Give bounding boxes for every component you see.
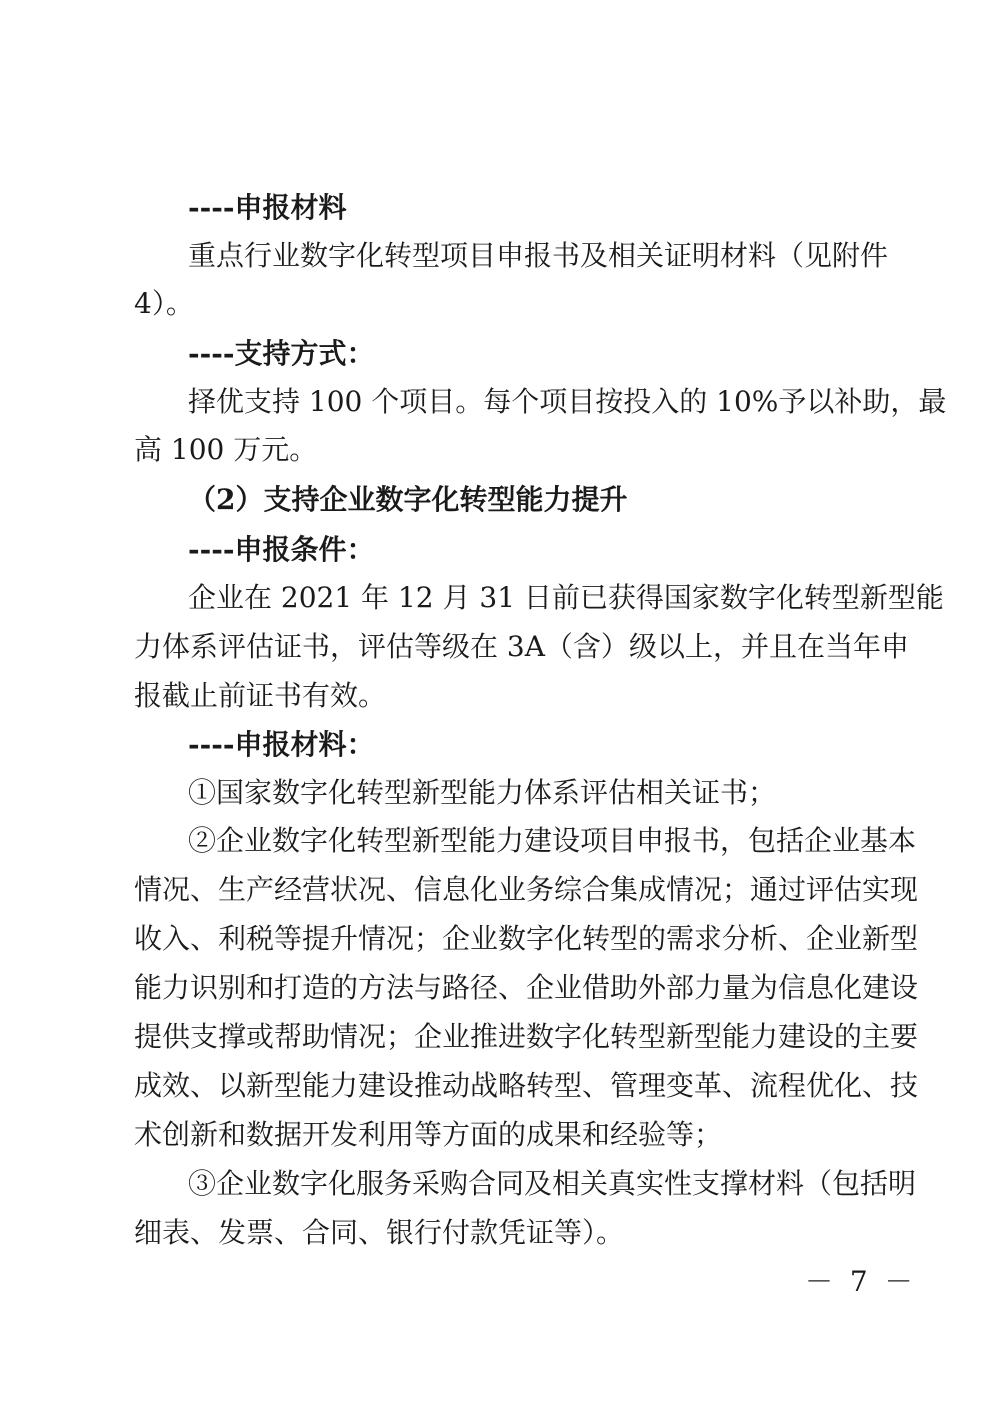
list-item: ①国家数字化转型新型能力体系评估相关证书； bbox=[188, 776, 777, 809]
list-item: ③企业数字化服务采购合同及相关真实性支撑材料（包括明 bbox=[188, 1167, 917, 1200]
paragraph-line: 重点行业数字化转型项目申报书及相关证明材料（见附件 bbox=[188, 239, 889, 272]
paragraph-line: 报截止前证书有效。 bbox=[134, 679, 387, 712]
paragraph-line: 细表、发票、合同、银行付款凭证等）。 bbox=[134, 1216, 625, 1249]
paragraph-line: 收入、利税等提升情况；企业数字化转型的需求分析、企业新型 bbox=[134, 922, 919, 955]
page-number: － 7 － bbox=[805, 1265, 917, 1298]
paragraph-line: 情况、生产经营状况、信息化业务综合集成情况；通过评估实现 bbox=[134, 873, 919, 906]
heading-materials-2: ----申报材料： bbox=[188, 728, 375, 761]
paragraph-line: 择优支持 100 个项目。每个项目按投入的 10%予以补助，最 bbox=[188, 385, 947, 418]
paragraph-line: 高 100 万元。 bbox=[134, 433, 318, 466]
paragraph-line: 术创新和数据开发利用等方面的成果和经验等； bbox=[134, 1118, 723, 1151]
paragraph-line: 企业在 2021 年 12 月 31 日前已获得国家数字化转型新型能 bbox=[188, 581, 944, 614]
paragraph-line: 力体系评估证书，评估等级在 3A（含）级以上，并且在当年申 bbox=[134, 630, 909, 663]
heading-conditions: ----申报条件： bbox=[188, 533, 375, 566]
paragraph-line: 能力识别和打造的方法与路径、企业借助外部力量为信息化建设 bbox=[134, 971, 919, 1004]
heading-materials: ----申报材料 bbox=[188, 191, 347, 224]
heading-support-method: ----支持方式： bbox=[188, 337, 375, 370]
paragraph-line: 提供支撑或帮助情况；企业推进数字化转型新型能力建设的主要 bbox=[134, 1020, 919, 1053]
section-heading: （2）支持企业数字化转型能力提升 bbox=[188, 483, 628, 516]
paragraph-line: 成效、以新型能力建设推动战略转型、管理变革、流程优化、技 bbox=[134, 1069, 919, 1102]
paragraph-line: 4）。 bbox=[134, 287, 194, 320]
list-item: ②企业数字化转型新型能力建设项目申报书，包括企业基本 bbox=[188, 824, 917, 857]
